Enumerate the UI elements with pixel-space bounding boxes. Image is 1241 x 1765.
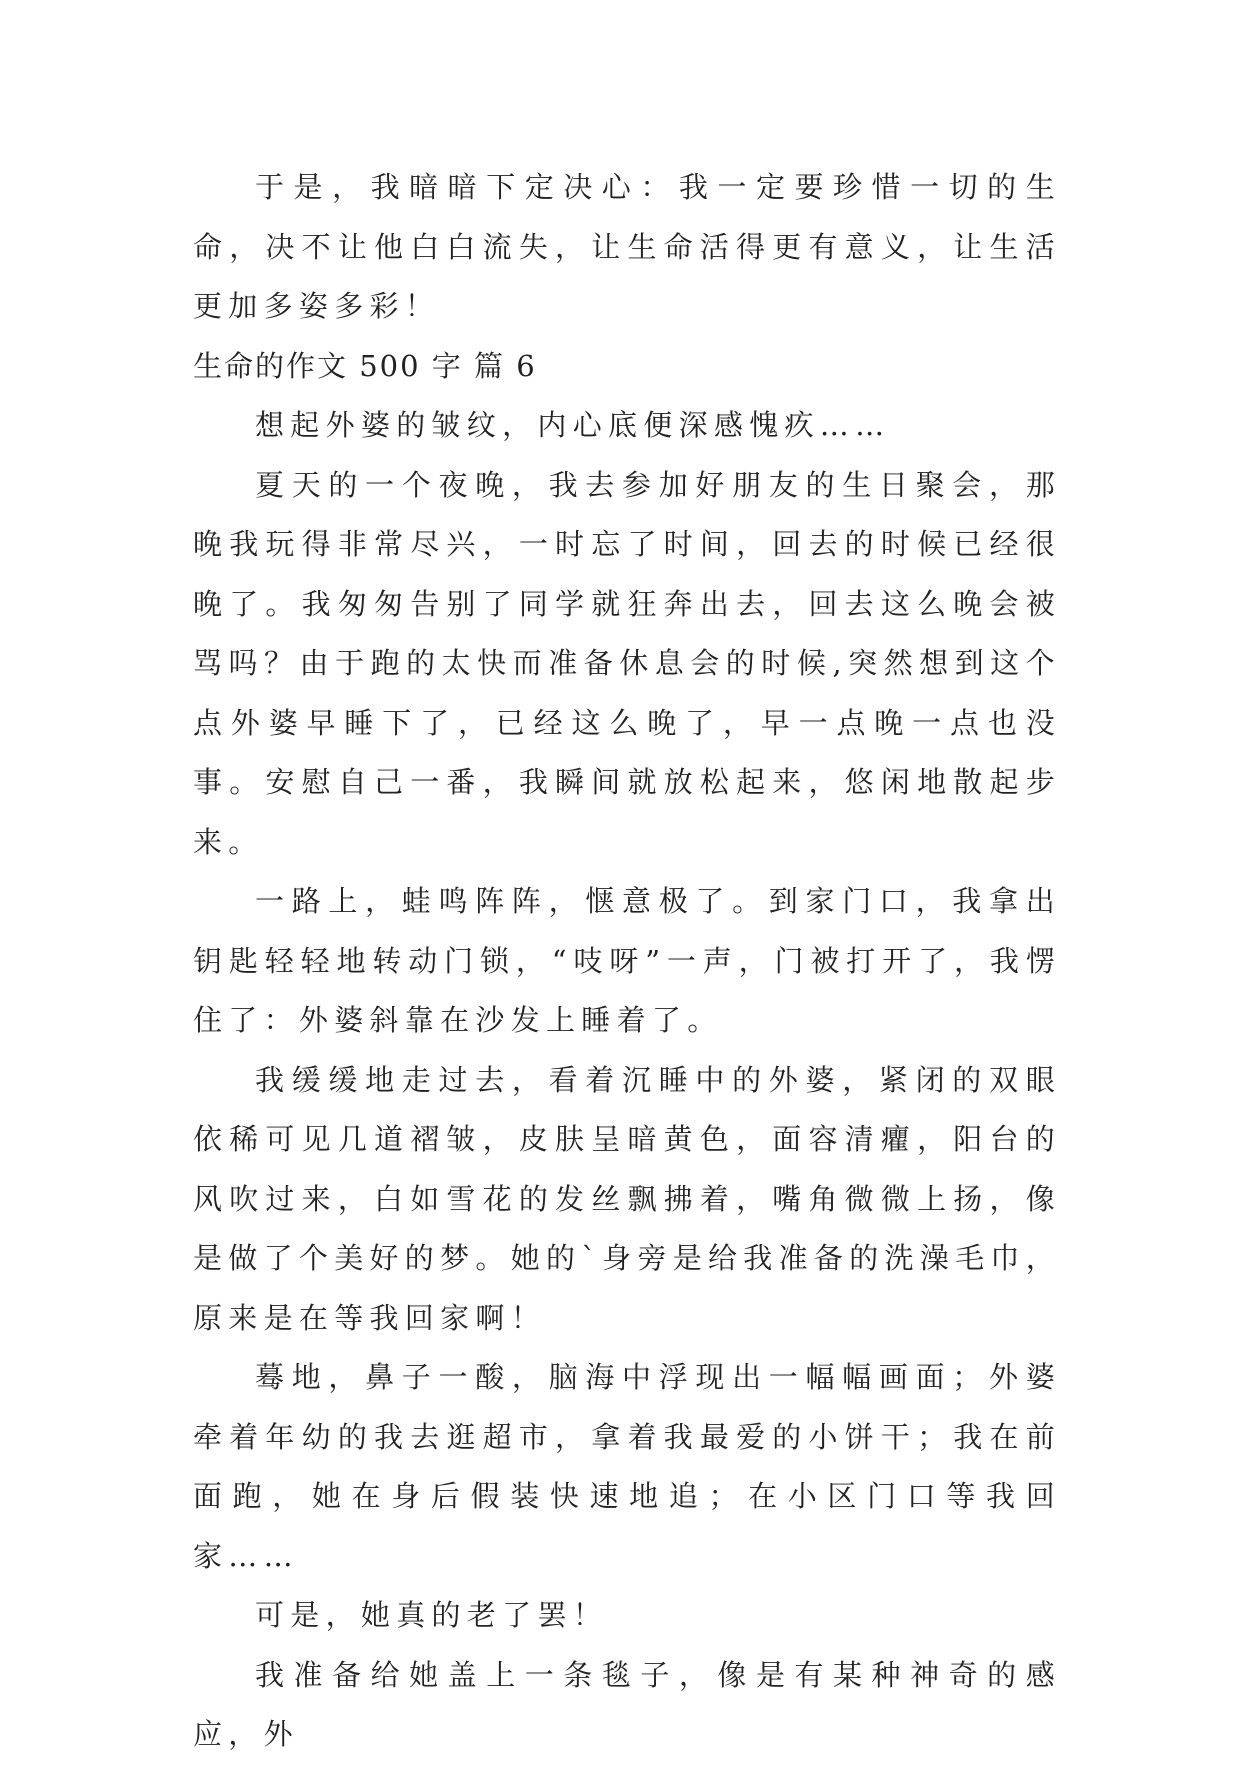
paragraph-wrinkles: 想起外婆的皱纹，内心底便深感愧疚…… xyxy=(255,408,891,442)
paragraph-memories: 蓦地，鼻子一酸，脑海中浮现出一幅幅画面；外婆牵着年幼的我去逛超市，拿着我最爱的小饼干；我在前面跑，她在身后假装快速地追；在小区门口等我回家…… xyxy=(193,1360,1061,1573)
paragraph-blanket: 我准备给她盖上一条毯子，像是有某种神奇的感应，外 xyxy=(193,1657,1061,1751)
paragraph-resolution: 于是，我暗暗下定决心：我一定要珍惜一切的生命，决不让他白白流失，让生命活得更有意义，让生活更加多姿多彩！ xyxy=(193,170,1061,323)
paragraph-door: 一路上，蛙鸣阵阵，惬意极了。到家门口，我拿出钥匙轻轻地转动门锁，“吱呀”一声，门被打开了，我愣住了：外婆斜靠在沙发上睡着了。 xyxy=(193,884,1061,1037)
paragraph-summer-night: 夏天的一个夜晚，我去参加好朋友的生日聚会，那晚我玩得非常尽兴，一时忘了时间，回去的时候已经很晚了。我匆匆告别了同学就狂奔出去，回去这么晚会被骂吗？由于跑的太快而准备休息会的时候,突然想到这个点外婆早睡下了，已经这么晚了，早一点晚一点也没事。安慰自己一番，我瞬间就放松起来，悠闲地散起步来。 xyxy=(193,467,1061,859)
paragraph-she-is-old: 可是，她真的老了罢！ xyxy=(255,1598,609,1632)
document-page xyxy=(193,158,1061,1765)
section-heading: 生命的作文 500 字 篇 6 xyxy=(193,348,537,383)
paragraph-grandma-sleeping: 我缓缓地走过去，看着沉睡中的外婆，紧闭的双眼依稀可见几道褶皱，皮肤呈暗黄色，面容清癯，阳台的风吹过来，白如雪花的发丝飘拂着，嘴角微微上扬，像是做了个美好的梦。她的`身旁是给我准备的洗澡毛巾，原来是在等我回家啊！ xyxy=(193,1062,1062,1335)
